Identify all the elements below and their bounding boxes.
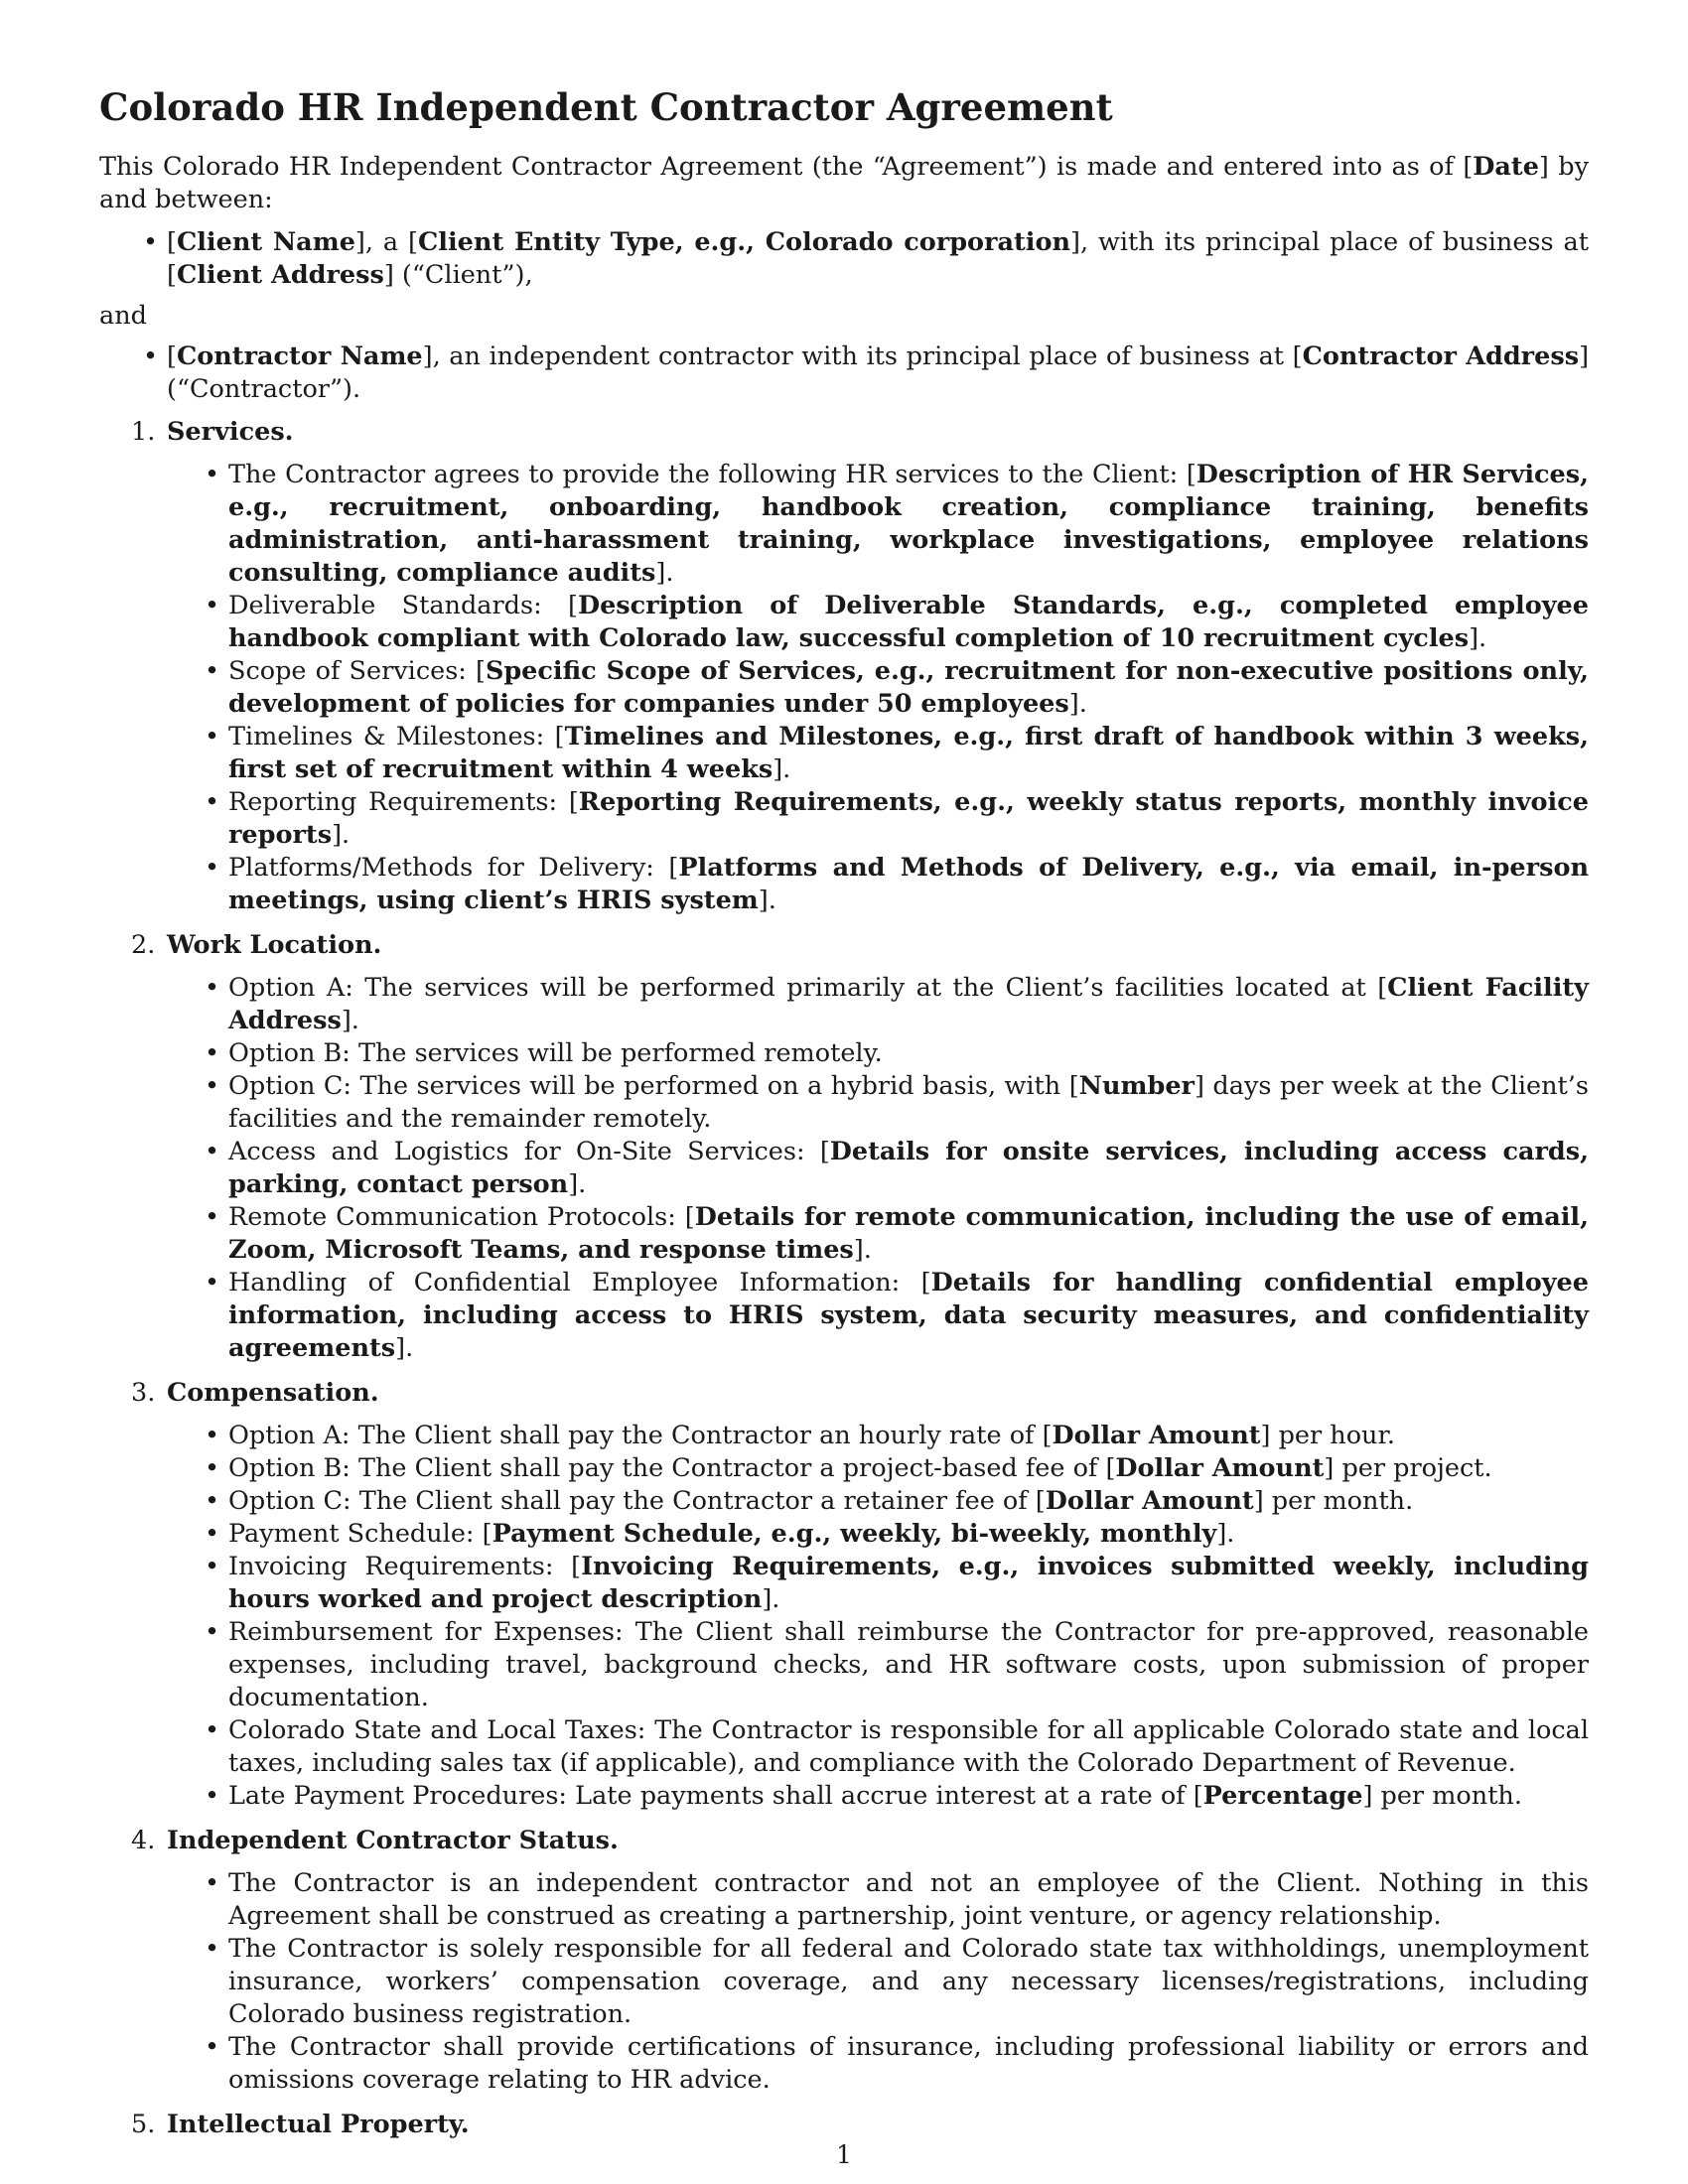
intro-paragraph: This Colorado HR Independent Contractor Agreement (the “Agreement”) is made and entered into as of [Date] by and between: [99, 152, 1589, 214]
section-list [99, 416, 1589, 2141]
contractor-party: • [Contractor Name], an independent contractor with its principal place of business at [Contractor Address] (“Contractor”). [167, 341, 1589, 406]
and-connector: and [99, 301, 147, 331]
section-title: Intellectual Property. [167, 2110, 470, 2139]
document-page [99, 85, 1589, 2153]
list-item: • Remote Communication Protocols: [Details for remote communication, including the use of email, Zoom, Microsoft Teams, and response times]. [228, 1201, 1589, 1267]
list-item: • Late Payment Procedures: Late payments shall accrue interest at a rate of [Percentage] per month. [228, 1780, 1589, 1813]
section-title: Services. [167, 417, 294, 447]
list-item: • Option B: The Client shall pay the Contractor a project-based fee of [Dollar Amount] per project. [228, 1452, 1589, 1485]
list-item: • Option A: The Client shall pay the Contractor an hourly rate of [Dollar Amount] per hour. [228, 1420, 1589, 1452]
list-item: • Reimbursement for Expenses: The Client shall reimburse the Contractor for pre-approved, reasonable expenses, including travel, background checks, and HR software costs, upon submission of proper documentation. [228, 1616, 1589, 1714]
document-title: Colorado HR Independent Contractor Agreement [99, 85, 1113, 129]
date-placeholder: Date [1473, 152, 1539, 182]
list-item: • The Contractor agrees to provide the following HR services to the Client: [Description of HR Services, e.g., recruitment, onboarding, handbook creation, compliance training, benefits administration, anti-harassment training, workplace investigations, employee relations consulting, compliance audits]. [228, 459, 1589, 590]
list-item: • Platforms/Methods for Delivery: [Platforms and Methods of Delivery, e.g., via email, in-person meetings, using client’s HRIS system]. [228, 852, 1589, 917]
list-item: • Option C: The services will be performed on a hybrid basis, with [Number] days per week at the Client’s facilities and the remainder remotely. [228, 1070, 1589, 1136]
page-number: 1 [836, 2140, 852, 2169]
section-title: Compensation. [167, 1378, 379, 1408]
list-item: • Handling of Confidential Employee Information: [Details for handling confidential employee information, including access to HRIS system, data security measures, and confidentiality agreements]. [228, 1267, 1589, 1365]
section-contractor-status [131, 1825, 1589, 2097]
list-item: • Access and Logistics for On-Site Services: [Details for onsite services, including access cards, parking, contact person]. [228, 1136, 1589, 1201]
list-item: • Invoicing Requirements: [Invoicing Requirements, e.g., invoices submitted weekly, including hours worked and project description]. [228, 1551, 1589, 1616]
section-title: Independent Contractor Status. [167, 1826, 619, 1855]
list-item: • The Contractor is solely responsible for all federal and Colorado state tax withholdings, unemployment insurance, workers’ compensation coverage, and any necessary licenses/registrations, including Colorado business registration. [228, 1933, 1589, 2031]
section-number: 3. [131, 1378, 156, 1408]
section-number: 1. [131, 417, 156, 447]
list-item: • Timelines & Milestones: [Timelines and Milestones, e.g., first draft of handbook within 3 weeks, first set of recruitment within 4 weeks]. [228, 721, 1589, 786]
section-work-location [131, 929, 1589, 1365]
section-number: 2. [131, 930, 156, 960]
party-list [99, 226, 1589, 292]
list-item: • Payment Schedule: [Payment Schedule, e.g., weekly, bi-weekly, monthly]. [228, 1518, 1589, 1551]
list-item: • Colorado State and Local Taxes: The Contractor is responsible for all applicable Colorado state and local taxes, including sales tax (if applicable), and compliance with the Colorado Department of Revenue. [228, 1714, 1589, 1780]
section-compensation [131, 1377, 1589, 1813]
section-intellectual-property [131, 2109, 1589, 2141]
list-item: • Deliverable Standards: [Description of Deliverable Standards, e.g., completed employee handbook compliant with Colorado law, successful completion of 10 recruitment cycles]. [228, 590, 1589, 655]
list-item: • Scope of Services: [Specific Scope of Services, e.g., recruitment for non-executive positions only, development of policies for companies under 50 employees]. [228, 655, 1589, 721]
section-number: 5. [131, 2110, 156, 2139]
section-title: Work Location. [167, 930, 382, 960]
list-item: • Option C: The Client shall pay the Contractor a retainer fee of [Dollar Amount] per month. [228, 1485, 1589, 1518]
list-item: • Option A: The services will be performed primarily at the Client’s facilities located at [Client Facility Address]. [228, 972, 1589, 1037]
list-item: • The Contractor is an independent contractor and not an employee of the Client. Nothing in this Agreement shall be construed as creating a partnership, joint venture, or agency relationship. [228, 1867, 1589, 1933]
list-item: • Reporting Requirements: [Reporting Requirements, e.g., weekly status reports, monthly invoice reports]. [228, 786, 1589, 852]
section-number: 4. [131, 1826, 156, 1855]
party-list [99, 341, 1589, 406]
section-services [131, 416, 1590, 917]
client-party: • [Client Name], a [Client Entity Type, e.g., Colorado corporation], with its principal place of business at [Client Address] (“Client”), [167, 226, 1589, 292]
list-item: • The Contractor shall provide certifications of insurance, including professional liability or errors and omissions coverage relating to HR advice. [228, 2031, 1589, 2097]
list-item: • Option B: The services will be performed remotely. [228, 1037, 1589, 1070]
